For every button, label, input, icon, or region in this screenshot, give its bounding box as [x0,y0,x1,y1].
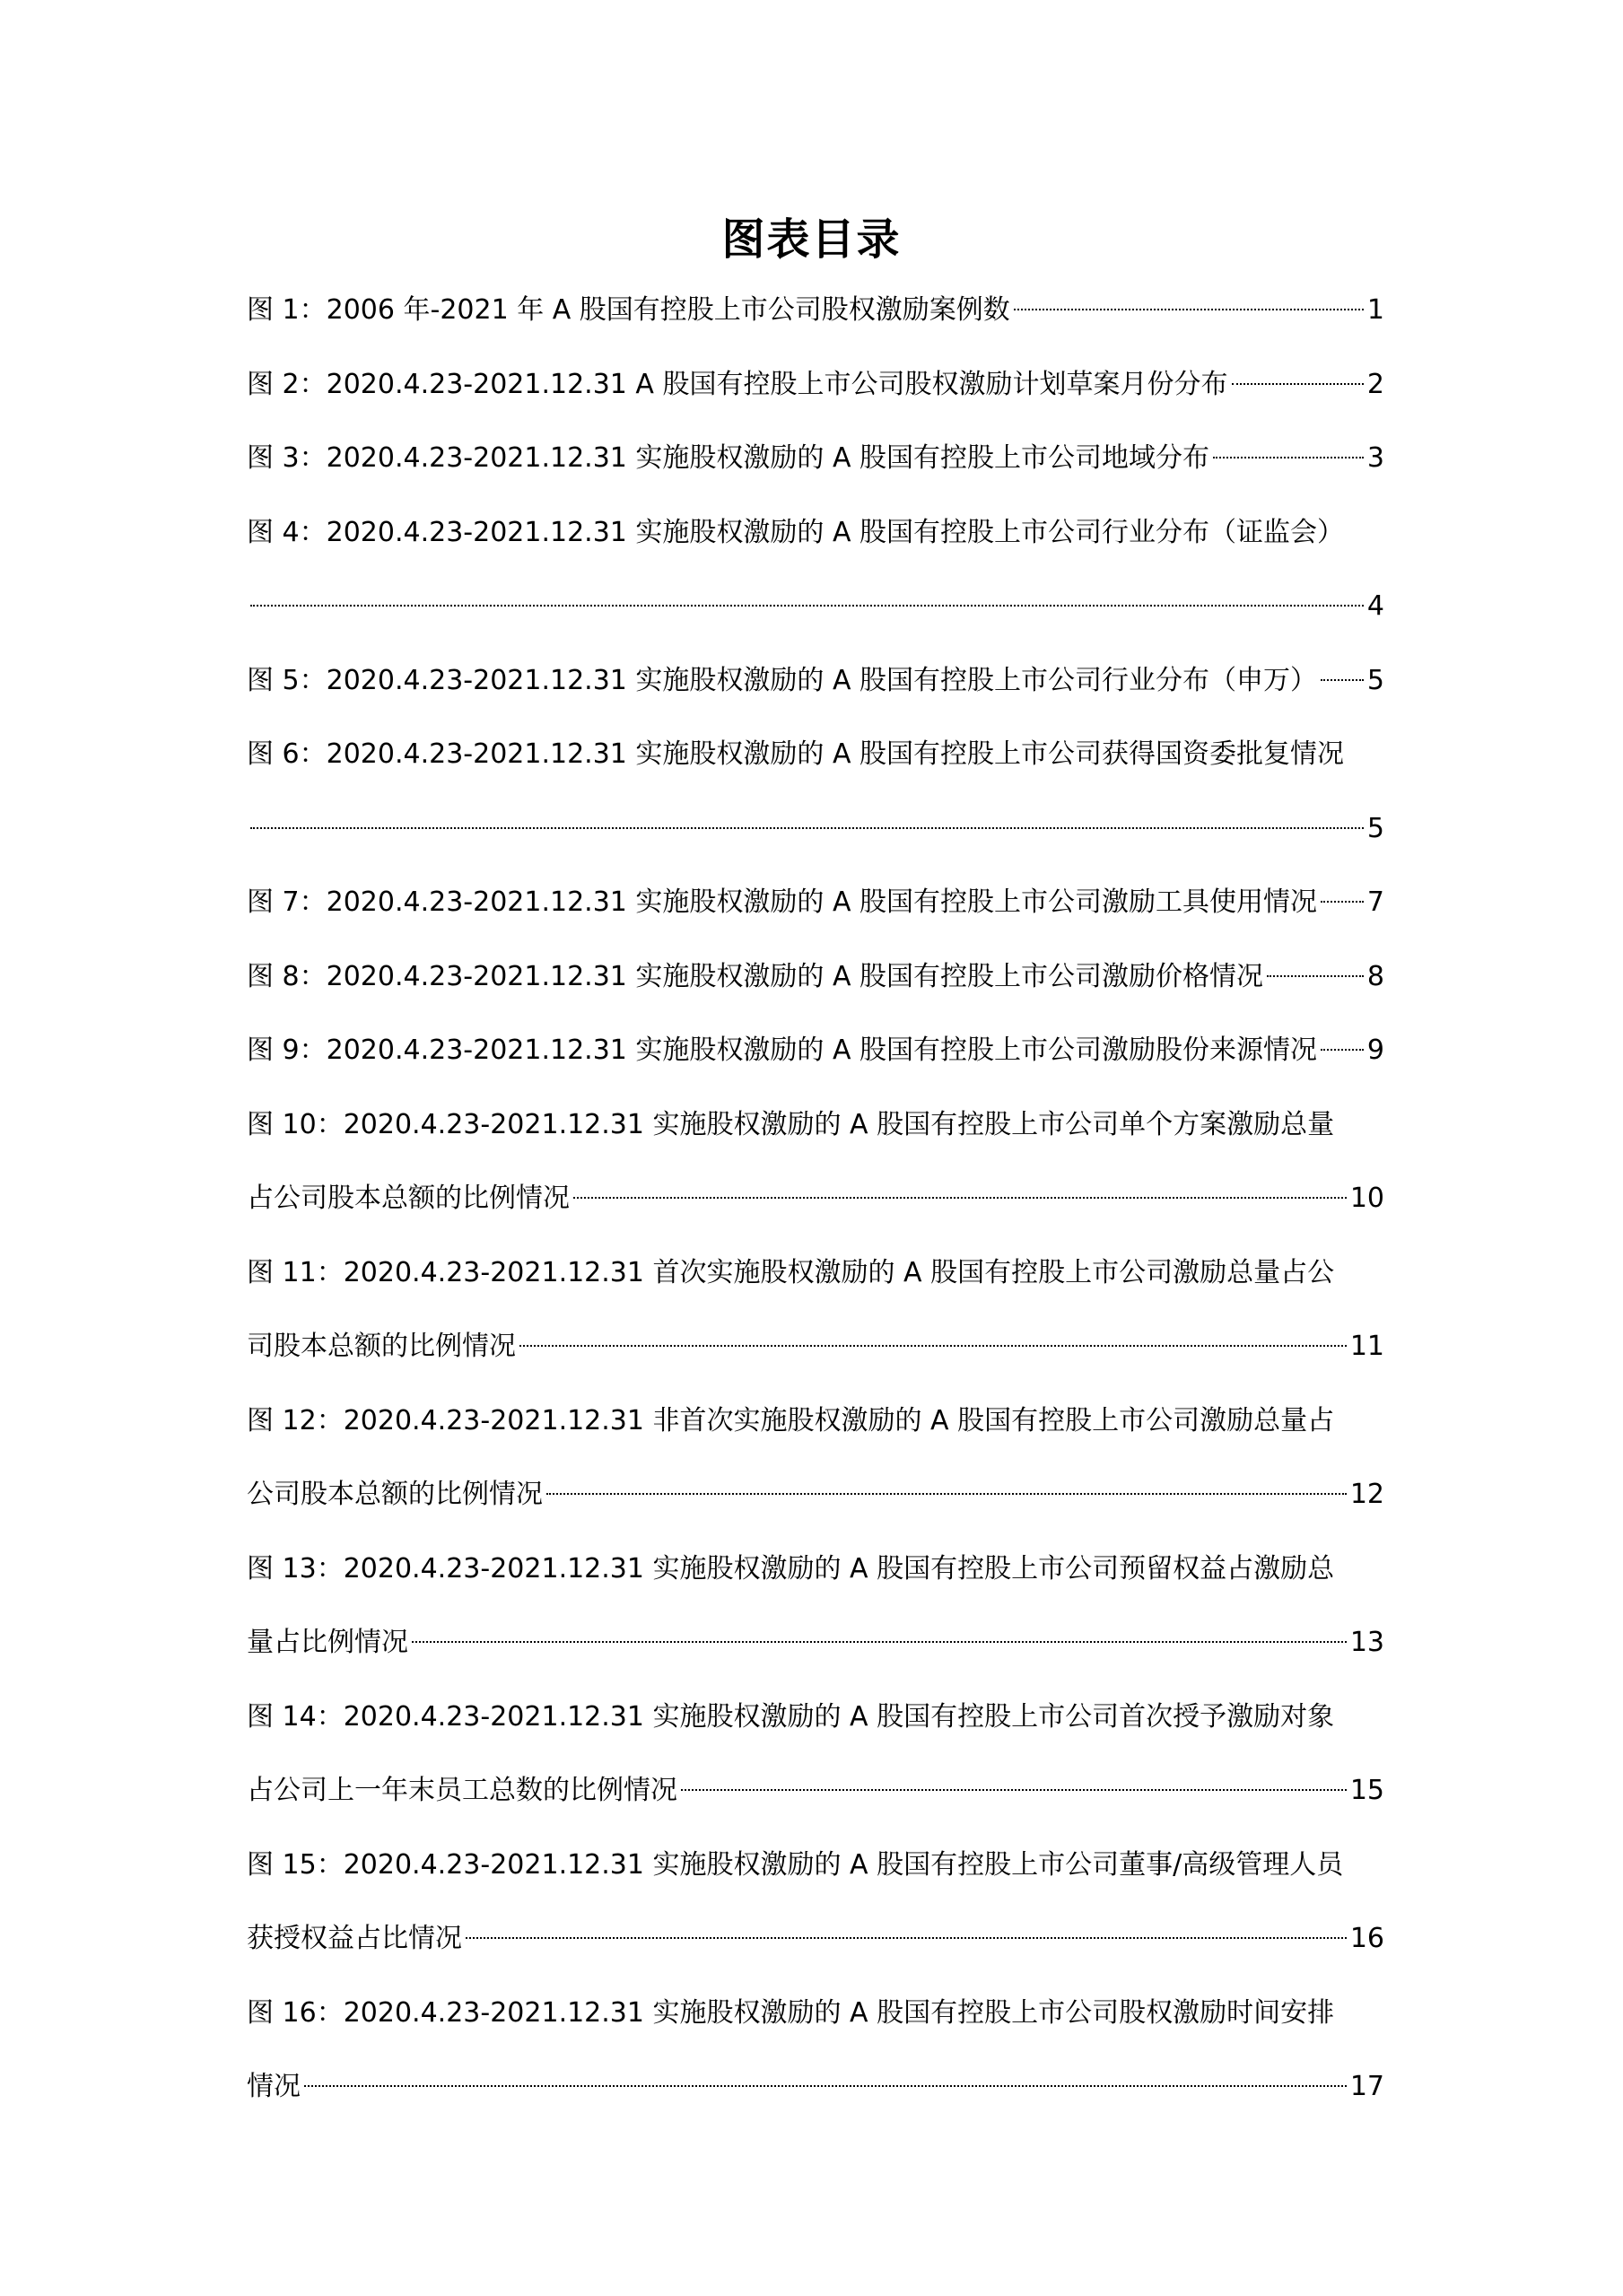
toc-page-number: 2 [1366,368,1384,400]
toc-dot-leader [250,605,1364,607]
toc-entry-line [247,274,1384,348]
toc-page-number: 5 [1366,664,1384,696]
toc-entry-line [247,718,1384,792]
toc-page-number: 7 [1366,886,1384,918]
toc-entry-line [247,792,1384,867]
toc-entry-text: 公司股本总额的比例情况 [247,1479,543,1510]
toc-entry-text: 量占比例情况 [247,1627,408,1658]
toc-entry-line [247,1162,1384,1236]
toc-entry-line [247,1754,1384,1829]
toc-dot-leader [1213,457,1364,458]
toc-dot-leader [519,1345,1347,1347]
toc-page-number: 15 [1349,1775,1384,1806]
page-title: 图表目录 [721,214,902,265]
toc-entry-line [247,1606,1384,1681]
toc-entry-text: 图 4：2020.4.23-2021.12.31 实施股权激励的 A 股国有控股上市公司行业分布（证监会） [247,516,1345,548]
toc-entry[interactable] [247,274,1384,348]
toc-entry[interactable] [247,1014,1384,1088]
toc-entry-text: 图 7：2020.4.23-2021.12.31 实施股权激励的 A 股国有控股上市公司激励工具使用情况 [247,886,1318,918]
toc-entry-line [247,1977,1384,2051]
toc-entry-text: 获授权益占比情况 [247,1923,462,1954]
toc-page-number: 3 [1366,442,1384,474]
toc-page-number: 9 [1366,1035,1384,1066]
toc-dot-leader [1321,901,1364,903]
toc-page-number: 17 [1349,2071,1384,2102]
toc-entry[interactable] [247,866,1384,940]
toc-entry-line [247,1310,1384,1384]
toc-entry[interactable] [247,348,1384,423]
toc-entry[interactable] [247,1829,1384,1977]
toc-entry-text: 图 8：2020.4.23-2021.12.31 实施股权激励的 A 股国有控股上市公司激励价格情况 [247,960,1264,992]
toc-entry-text: 图 16：2020.4.23-2021.12.31 实施股权激励的 A 股国有控股上市公司股权激励时间安排 [247,1996,1335,2029]
toc-entry-line [247,644,1384,719]
toc-entry-text: 图 13：2020.4.23-2021.12.31 实施股权激励的 A 股国有控股上市公司预留权益占激励总 [247,1552,1335,1585]
toc-page-number: 8 [1366,960,1384,992]
toc-dot-leader [304,2085,1347,2087]
toc-dot-leader [1232,383,1364,385]
toc-entry-text: 占公司上一年末员工总数的比例情况 [247,1775,677,1806]
toc-entry-text: 图 12：2020.4.23-2021.12.31 非首次实施股权激励的 A 股国有控股上市公司激励总量占 [247,1404,1335,1436]
toc-entry-line [247,1902,1384,1977]
toc-entry[interactable] [247,1681,1384,1829]
toc-entry-line [247,1236,1384,1311]
toc-entry-text: 图 5：2020.4.23-2021.12.31 实施股权激励的 A 股国有控股上市公司行业分布（申万） [247,664,1318,696]
toc-entry[interactable] [247,644,1384,719]
toc-dot-leader [1321,1049,1364,1051]
toc-entry-text: 图 15：2020.4.23-2021.12.31 实施股权激励的 A 股国有控股上市公司董事/高级管理人员 [247,1848,1344,1881]
toc-entry-line [247,1458,1384,1532]
toc-entry-line [247,1384,1384,1459]
toc-dot-leader [466,1937,1347,1939]
toc-entry-text: 图 3：2020.4.23-2021.12.31 实施股权激励的 A 股国有控股上市公司地域分布 [247,442,1210,474]
toc-entry-text: 图 2：2020.4.23-2021.12.31 A 股国有控股上市公司股权激励计划草案月份分布 [247,368,1228,400]
toc-entry[interactable] [247,718,1384,866]
toc-entry-text: 图 1：2006 年-2021 年 A 股国有控股上市公司股权激励案例数 [247,294,1010,326]
toc-entry-text: 图 14：2020.4.23-2021.12.31 实施股权激励的 A 股国有控股上市公司首次授予激励对象 [247,1700,1335,1733]
toc-page-number: 16 [1349,1923,1384,1954]
toc-dot-leader [250,827,1364,829]
toc-entry-line [247,1681,1384,1755]
toc-page-number: 4 [1366,590,1384,622]
toc-entry-text: 司股本总额的比例情况 [247,1331,516,1362]
toc-entry[interactable] [247,1384,1384,1532]
toc-dot-leader [1267,975,1364,977]
toc-dot-leader [546,1493,1347,1495]
toc-page-number: 12 [1349,1479,1384,1510]
toc-entry[interactable] [247,1236,1384,1384]
toc-entry-line [247,2050,1384,2125]
toc-entry-line [247,866,1384,940]
toc-entry-line [247,422,1384,496]
toc-entry-text: 图 6：2020.4.23-2021.12.31 实施股权激励的 A 股国有控股上市公司获得国资委批复情况 [247,738,1345,770]
toc-entry[interactable] [247,940,1384,1015]
toc-entry-text: 占公司股本总额的比例情况 [247,1183,570,1214]
toc-entry-line [247,570,1384,644]
toc-page-number: 5 [1366,812,1384,844]
toc-entry[interactable] [247,1977,1384,2125]
toc-entry-text: 图 11：2020.4.23-2021.12.31 首次实施股权激励的 A 股国有控股上市公司激励总量占公 [247,1256,1335,1288]
toc-entry-text: 图 10：2020.4.23-2021.12.31 实施股权激励的 A 股国有控股上市公司单个方案激励总量 [247,1108,1335,1140]
toc-entry-line [247,1014,1384,1088]
toc-dot-leader [681,1789,1347,1791]
toc-dot-leader [1321,679,1364,681]
toc-dot-leader [1014,309,1364,310]
toc-entry-text: 图 9：2020.4.23-2021.12.31 实施股权激励的 A 股国有控股上市公司激励股份来源情况 [247,1035,1318,1066]
toc-entry-line [247,348,1384,423]
toc-page-number: 1 [1366,294,1384,326]
toc-entry-line [247,496,1384,571]
toc-page-number: 11 [1349,1331,1384,1362]
toc-entry-text: 情况 [247,2071,301,2102]
toc-entry[interactable] [247,422,1384,496]
toc-entry[interactable] [247,496,1384,644]
toc-entry-line [247,1088,1384,1163]
toc-entry[interactable] [247,1088,1384,1236]
toc-dot-leader [412,1641,1347,1643]
toc-page-number: 10 [1349,1183,1384,1214]
toc-entry-line [247,940,1384,1015]
toc-entry-line [247,1532,1384,1607]
toc-dot-leader [573,1197,1347,1199]
toc-page-number: 13 [1349,1627,1384,1658]
toc-list [247,274,1384,2125]
toc-entry[interactable] [247,1532,1384,1681]
toc-entry-line [247,1829,1384,1903]
